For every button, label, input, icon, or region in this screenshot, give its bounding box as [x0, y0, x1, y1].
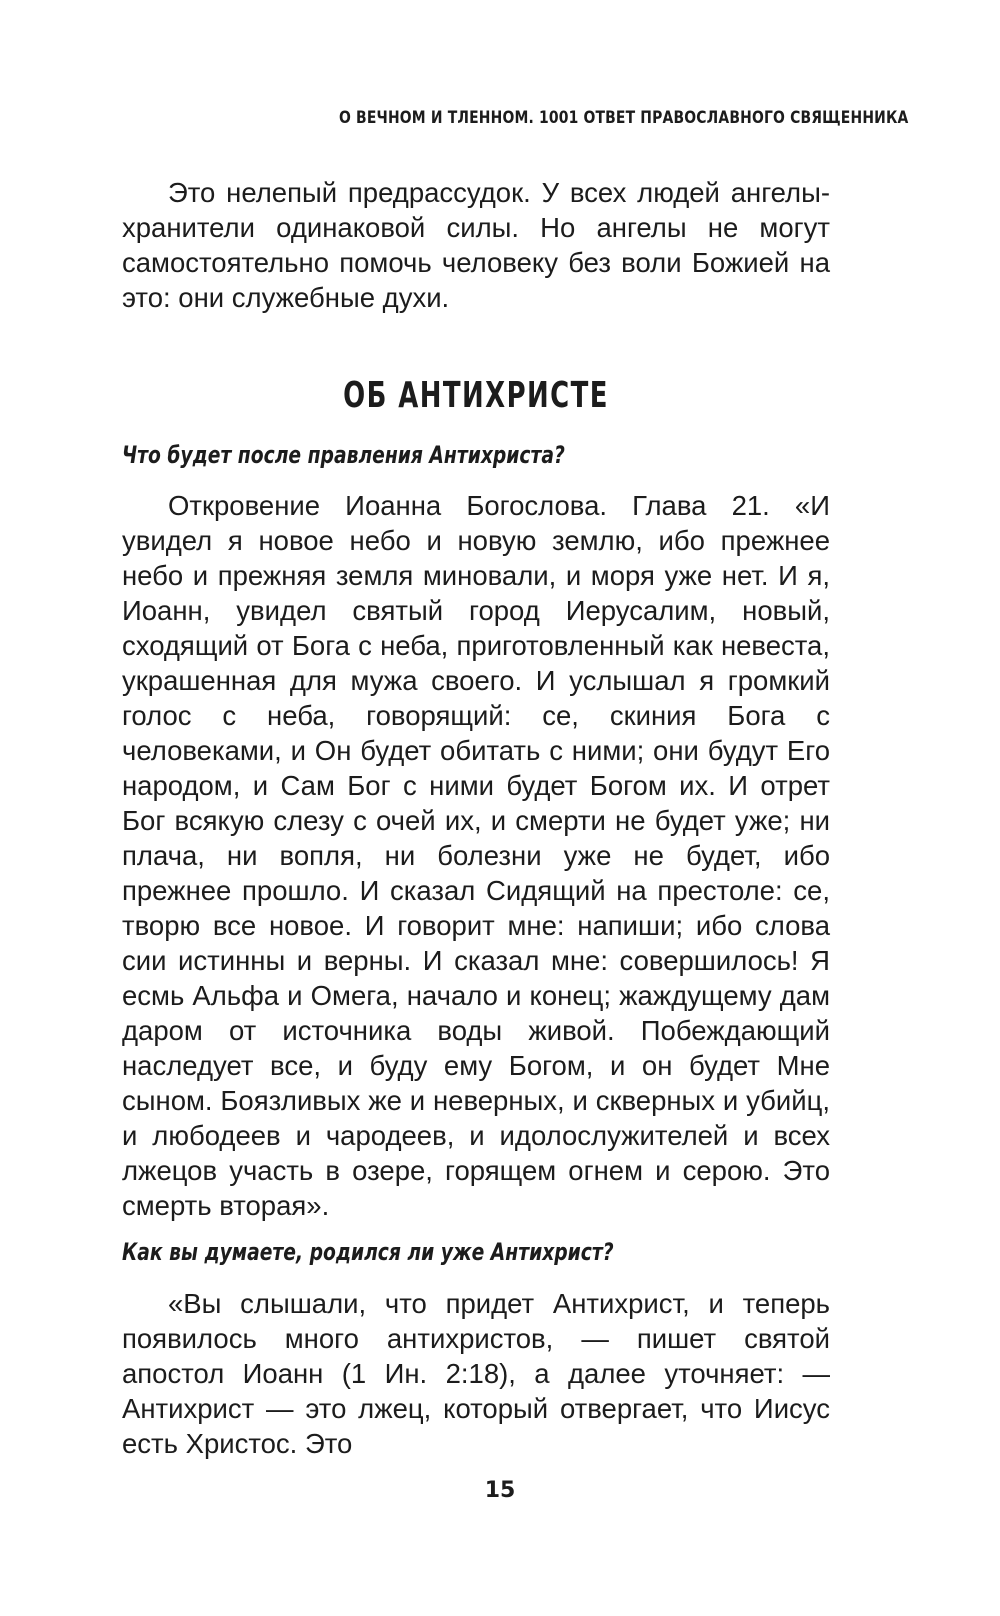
- question-2: Как вы думаете, родился ли уже Антихрист?: [122, 1238, 614, 1266]
- answer-2-block: [122, 1286, 830, 1461]
- answer-1-block: [122, 488, 830, 1223]
- page-number: 15: [484, 1478, 516, 1503]
- question-1: Что будет после правления Антихриста?: [122, 441, 565, 469]
- running-head: О ВЕЧНОМ И ТЛЕННОМ. 1001 ОТВЕТ ПРАВОСЛАВНОГО СВЯЩЕННИКА: [338, 108, 908, 128]
- section-title: ОБ АНТИХРИСТЕ: [343, 375, 609, 416]
- answer-2-paragraph: «Вы слышали, что придет Антихрист, и теперь появилось много антихристов, — пишет святой апостол Иоанн (1 Ин. 2:18), а далее уточняет: — Антихрист — это лжец, который отвергает, что Иисус есть Христос. Это: [122, 1288, 830, 1459]
- intro-paragraph: Это нелепый предрассудок. У всех людей ангелы-хранители одинаковой силы. Но ангелы не могут самостоятельно помочь человеку без воли Божией на это: они служебные духи.: [122, 177, 830, 313]
- intro-text-block: [122, 175, 830, 315]
- answer-1-paragraph: Откровение Иоанна Богослова. Глава 21. «И увидел я новое небо и новую землю, ибо прежнее небо и прежняя земля миновали, и моря уже нет. И я, Иоанн, увидел святый город Иерусалим, новый, сходящий от Бога с неба, приготовленный как невеста, украшенная для мужа своего. И услышал я громкий голос с неба, говорящий: се, скиния Бога с человеками, и Он будет обитать с ними; они будут Его народом, и Сам Бог с ними будет Богом их. И отрет Бог всякую слезу с очей их, и смерти не будет уже; ни плача, ни вопля, ни болезни уже не будет, ибо прежнее прошло. И сказал Сидящий на престоле: се, творю все новое. И говорит мне: напиши; ибо слова сии истинны и верны. И сказал мне: совершилось! Я есмь Альфа и Омега, начало и конец; жаждущему дам даром от источника воды живой. Побеждающий наследует все, и буду ему Богом, и он будет Мне сыном. Боязливых же и неверных, и скверных и убийц, и любодеев и чародеев, и идолослужителей и всех лжецов участь в озере, горящем огнем и серою. Это смерть вторая».: [122, 490, 830, 1221]
